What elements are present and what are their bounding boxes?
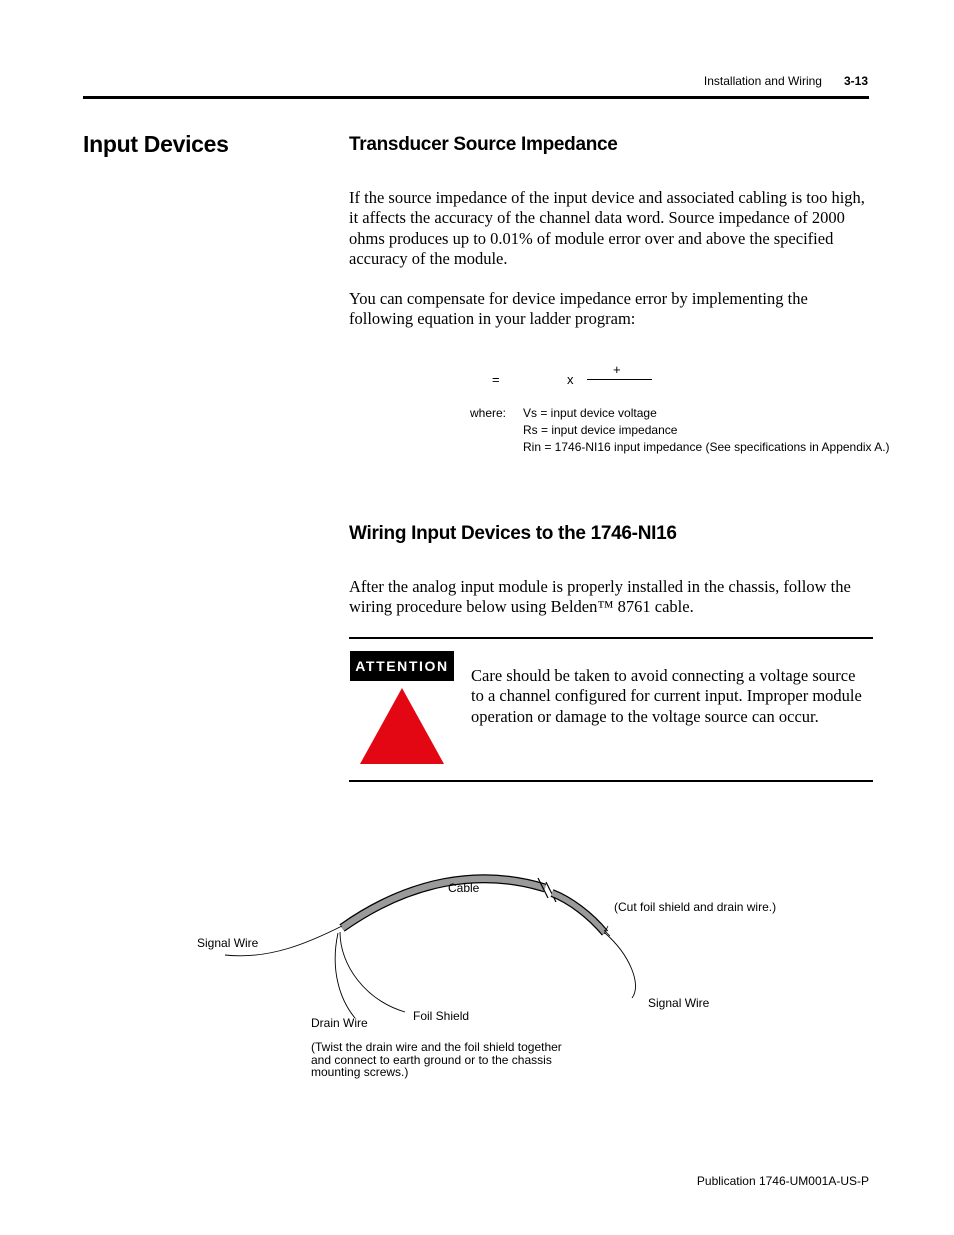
page-heading: Input Devices <box>83 131 229 157</box>
where-item: Rin = 1746-NI16 input impedance (See specifications in Appendix A.) <box>523 440 890 454</box>
drain-wire-line <box>335 933 355 1018</box>
label-foil-shield: Foil Shield <box>413 1009 470 1023</box>
where-item: Rs = input device impedance <box>523 423 678 437</box>
equation-fraction-bar <box>587 379 652 380</box>
label-cut-note: (Cut foil shield and drain wire.) <box>614 900 777 914</box>
twist-note-line: and connect to earth ground or to the chassis <box>311 1052 552 1067</box>
exclamation-mark: ! <box>394 714 410 766</box>
twist-note-line: (Twist the drain wire and the foil shield together <box>311 1040 562 1054</box>
section-title-wiring: Wiring Input Devices to the 1746-NI16 <box>349 523 677 544</box>
paragraph-impedance: If the source impedance of the input device and associated cabling is too high, it affects the accuracy of the channel data word. Source impedance of 2000 ohms produces up to 0.01% of module error over and above the specified accuracy of the module. <box>349 188 865 269</box>
signal-wire-right-line <box>605 933 636 998</box>
label-drain-wire: Drain Wire <box>311 1016 368 1030</box>
foil-shield-line <box>340 932 405 1012</box>
equation-plus: + <box>613 362 621 377</box>
page-number: 3-13 <box>843 74 868 88</box>
running-header <box>600 74 868 88</box>
paragraph-wiring: After the analog input module is properly installed in the chassis, follow the wiring procedure below using Belden™ 8761 cable. <box>349 577 851 617</box>
where-definitions <box>523 405 890 456</box>
warning-triangle-icon <box>358 686 446 766</box>
where-item: Vs = input device voltage <box>523 406 657 420</box>
attention-label: ATTENTION <box>350 651 454 681</box>
attention-bottom-rule <box>349 780 873 782</box>
label-cable: Cable <box>448 881 480 895</box>
publication-number: Publication 1746-UM001A-US-P <box>696 1174 869 1188</box>
twist-note-line: mounting screws.) <box>311 1065 409 1079</box>
section-title-transducer: Transducer Source Impedance <box>349 134 618 155</box>
section-title: Installation and Wiring <box>703 74 822 88</box>
label-signal-wire-right: Signal Wire <box>648 996 710 1010</box>
equation-times: x <box>567 372 574 387</box>
header-rule <box>83 96 869 99</box>
twist-note <box>311 1041 562 1079</box>
cable-outline <box>342 879 545 928</box>
where-label: where: <box>470 406 507 420</box>
label-signal-wire-left: Signal Wire <box>197 936 259 950</box>
equation-equals: = <box>492 372 500 387</box>
attention-top-rule <box>349 637 873 639</box>
attention-text: Care should be taken to avoid connecting a voltage source to a channel configured for current input. Improper module operation or damage to the voltage source can occur. <box>471 666 862 726</box>
paragraph-compensate: You can compensate for device impedance error by implementing the following equation in your ladder program: <box>349 289 808 329</box>
